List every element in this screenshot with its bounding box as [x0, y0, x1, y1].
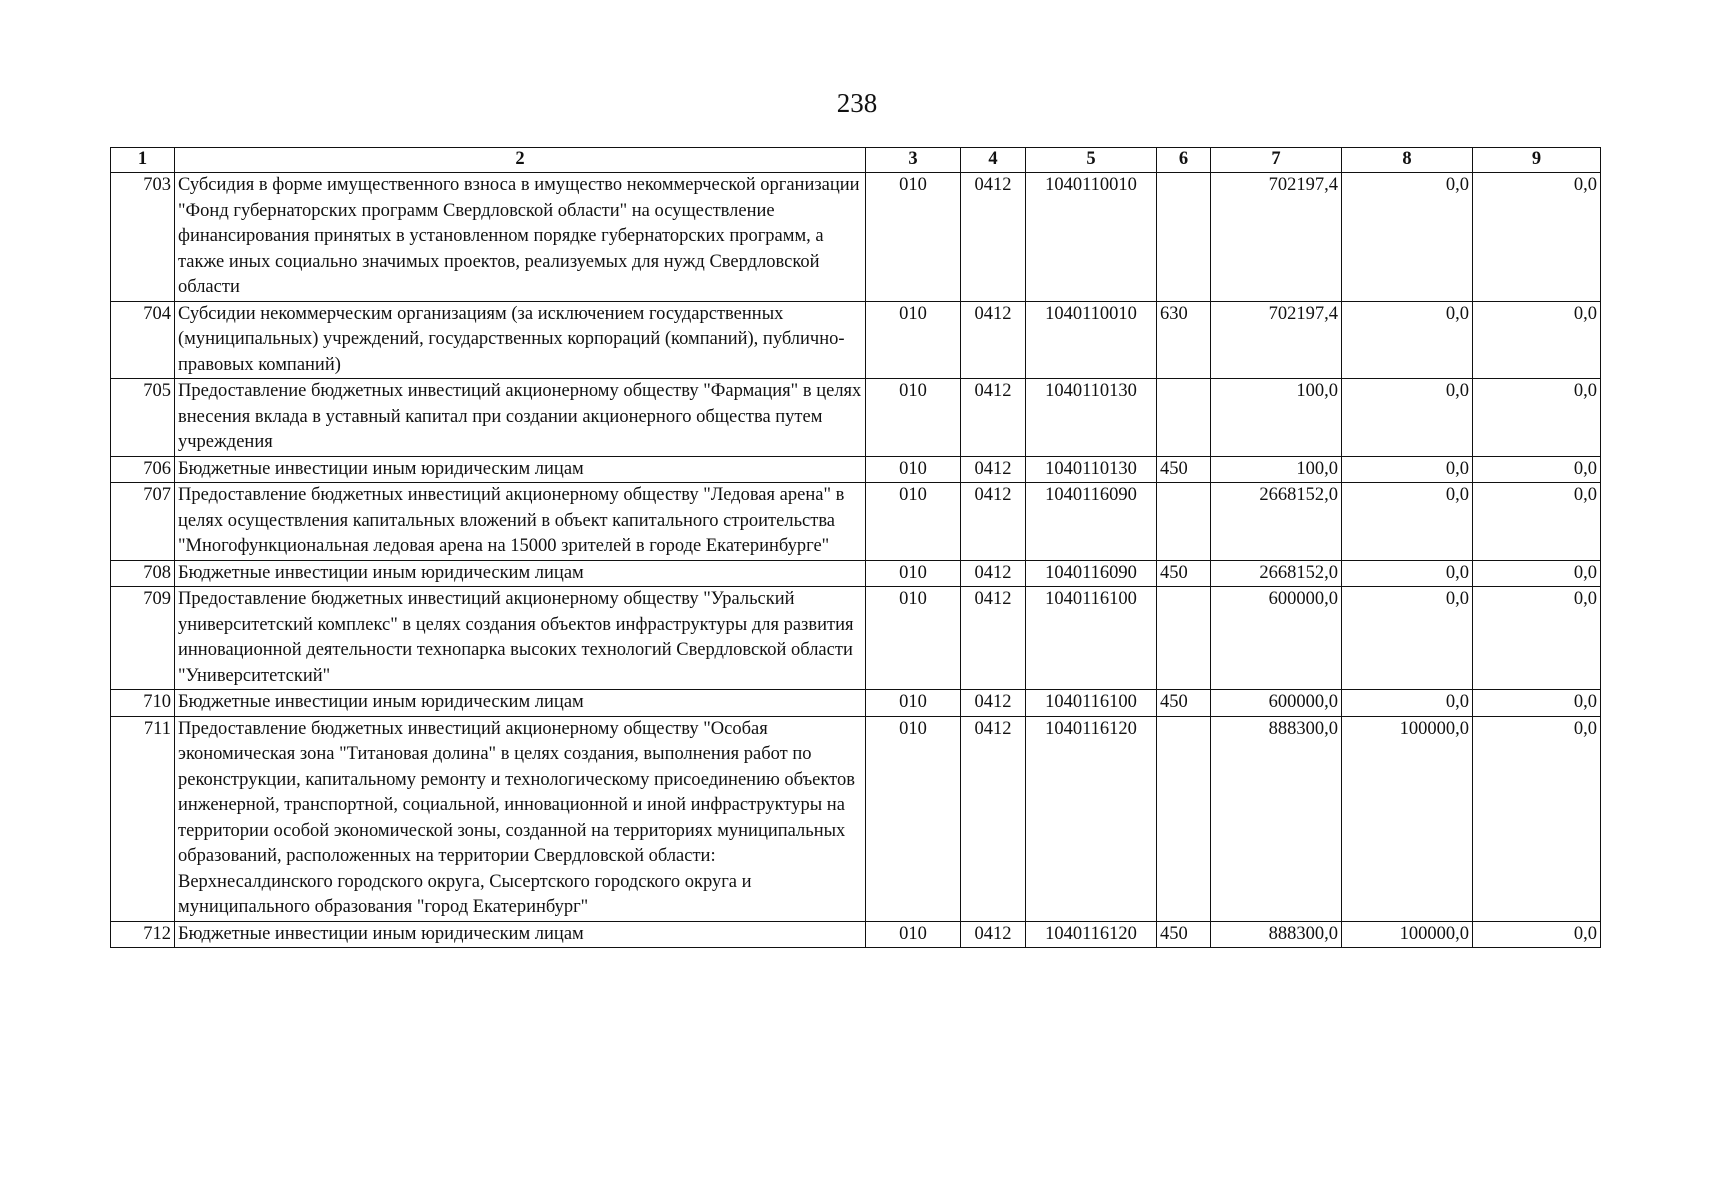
- header-cell-7: 7: [1211, 148, 1342, 173]
- section-code: 010: [866, 560, 961, 587]
- table-row: [111, 587, 1601, 690]
- amount-col-7: 600000,0: [1211, 690, 1342, 717]
- table-row: [111, 690, 1601, 717]
- table-row: [111, 456, 1601, 483]
- row-description: Предоставление бюджетных инвестиций акционерному обществу "Ледовая арена" в целях осуществления капитальных вложений в объект капитального строительства "Многофункциональная ледовая арена на 15000 зрителей в городе Екатеринбурге": [175, 483, 866, 561]
- header-cell-3: 3: [866, 148, 961, 173]
- target-article-code: 1040110130: [1026, 379, 1157, 457]
- amount-col-9: 0,0: [1473, 379, 1601, 457]
- section-code: 010: [866, 587, 961, 690]
- amount-col-7: 888300,0: [1211, 921, 1342, 948]
- target-article-code: 1040116120: [1026, 716, 1157, 921]
- header-cell-1: 1: [111, 148, 175, 173]
- header-cell-6: 6: [1157, 148, 1211, 173]
- row-number: 711: [111, 716, 175, 921]
- expense-type-code: [1157, 716, 1211, 921]
- row-number: 710: [111, 690, 175, 717]
- amount-col-9: 0,0: [1473, 483, 1601, 561]
- header-row: [111, 148, 1601, 173]
- row-number: 707: [111, 483, 175, 561]
- row-number: 703: [111, 173, 175, 302]
- row-number: 704: [111, 301, 175, 379]
- subsection-code: 0412: [961, 483, 1026, 561]
- header-cell-9: 9: [1473, 148, 1601, 173]
- row-number: 706: [111, 456, 175, 483]
- amount-col-8: 0,0: [1342, 301, 1473, 379]
- row-description: Субсидии некоммерческим организациям (за исключением государственных (муниципальных) учреждений, государственных корпораций (компаний), публично-правовых компаний): [175, 301, 866, 379]
- section-code: 010: [866, 921, 961, 948]
- subsection-code: 0412: [961, 560, 1026, 587]
- table-row: [111, 716, 1601, 921]
- target-article-code: 1040110010: [1026, 173, 1157, 302]
- section-code: 010: [866, 173, 961, 302]
- expense-type-code: 450: [1157, 456, 1211, 483]
- table-row: [111, 483, 1601, 561]
- row-description: Субсидия в форме имущественного взноса в имущество некоммерческой организации "Фонд губернаторских программ Свердловской области" на осуществление финансирования принятых в установленном порядке губернаторских программ, а также иных социально значимых проектов, реализуемых для нужд Свердловской области: [175, 173, 866, 302]
- section-code: 010: [866, 690, 961, 717]
- table-row: [111, 301, 1601, 379]
- header-cell-5: 5: [1026, 148, 1157, 173]
- amount-col-8: 0,0: [1342, 483, 1473, 561]
- amount-col-8: 0,0: [1342, 173, 1473, 302]
- expense-type-code: 630: [1157, 301, 1211, 379]
- target-article-code: 1040116100: [1026, 690, 1157, 717]
- expense-type-code: [1157, 379, 1211, 457]
- table-row: [111, 560, 1601, 587]
- subsection-code: 0412: [961, 301, 1026, 379]
- subsection-code: 0412: [961, 690, 1026, 717]
- amount-col-8: 100000,0: [1342, 921, 1473, 948]
- subsection-code: 0412: [961, 379, 1026, 457]
- header-cell-8: 8: [1342, 148, 1473, 173]
- table-row: [111, 379, 1601, 457]
- expense-type-code: 450: [1157, 560, 1211, 587]
- subsection-code: 0412: [961, 716, 1026, 921]
- amount-col-7: 600000,0: [1211, 587, 1342, 690]
- amount-col-9: 0,0: [1473, 716, 1601, 921]
- target-article-code: 1040116090: [1026, 483, 1157, 561]
- section-code: 010: [866, 716, 961, 921]
- amount-col-9: 0,0: [1473, 173, 1601, 302]
- budget-table: [110, 147, 1601, 948]
- amount-col-9: 0,0: [1473, 921, 1601, 948]
- section-code: 010: [866, 301, 961, 379]
- expense-type-code: [1157, 587, 1211, 690]
- target-article-code: 1040110010: [1026, 301, 1157, 379]
- header-cell-2: 2: [175, 148, 866, 173]
- amount-col-8: 0,0: [1342, 379, 1473, 457]
- expense-type-code: 450: [1157, 690, 1211, 717]
- section-code: 010: [866, 379, 961, 457]
- amount-col-7: 100,0: [1211, 456, 1342, 483]
- row-description: Предоставление бюджетных инвестиций акционерному обществу "Уральский университетский комплекс" в целях создания объектов инфраструктуры для развития инновационной деятельности технопарка высоких технологий Свердловской области "Университетский": [175, 587, 866, 690]
- amount-col-7: 888300,0: [1211, 716, 1342, 921]
- amount-col-7: 2668152,0: [1211, 560, 1342, 587]
- row-description: Бюджетные инвестиции иным юридическим лицам: [175, 560, 866, 587]
- amount-col-9: 0,0: [1473, 301, 1601, 379]
- subsection-code: 0412: [961, 173, 1026, 302]
- amount-col-7: 100,0: [1211, 379, 1342, 457]
- row-description: Бюджетные инвестиции иным юридическим лицам: [175, 921, 866, 948]
- page-number: 238: [836, 88, 878, 118]
- row-number: 708: [111, 560, 175, 587]
- amount-col-7: 2668152,0: [1211, 483, 1342, 561]
- target-article-code: 1040116090: [1026, 560, 1157, 587]
- row-number: 712: [111, 921, 175, 948]
- row-description: Предоставление бюджетных инвестиций акционерному обществу "Фармация" в целях внесения вклада в уставный капитал при создании акционерного общества путем учреждения: [175, 379, 866, 457]
- row-number: 705: [111, 379, 175, 457]
- amount-col-7: 702197,4: [1211, 301, 1342, 379]
- section-code: 010: [866, 456, 961, 483]
- row-number: 709: [111, 587, 175, 690]
- subsection-code: 0412: [961, 587, 1026, 690]
- header-cell-4: 4: [961, 148, 1026, 173]
- target-article-code: 1040116120: [1026, 921, 1157, 948]
- amount-col-8: 0,0: [1342, 690, 1473, 717]
- amount-col-9: 0,0: [1473, 456, 1601, 483]
- target-article-code: 1040116100: [1026, 587, 1157, 690]
- expense-type-code: 450: [1157, 921, 1211, 948]
- row-description: Предоставление бюджетных инвестиций акционерному обществу "Особая экономическая зона "Титановая долина" в целях создания, выполнения работ по реконструкции, капитальному ремонту и технологическому присоединению объектов инженерной, транспортной, социальной, инновационной и иной инфраструктуры на территории особой экономической зоны, созданной на территориях муниципальных образований, расположенных на территории Свердловской области: Верхнесалдинского городского округа, Сысертского городского округа и муниципального образования "город Екатеринбург": [175, 716, 866, 921]
- row-description: Бюджетные инвестиции иным юридическим лицам: [175, 456, 866, 483]
- table-row: [111, 921, 1601, 948]
- target-article-code: 1040110130: [1026, 456, 1157, 483]
- row-description: Бюджетные инвестиции иным юридическим лицам: [175, 690, 866, 717]
- section-code: 010: [866, 483, 961, 561]
- amount-col-8: 0,0: [1342, 587, 1473, 690]
- expense-type-code: [1157, 483, 1211, 561]
- subsection-code: 0412: [961, 456, 1026, 483]
- amount-col-9: 0,0: [1473, 690, 1601, 717]
- amount-col-8: 100000,0: [1342, 716, 1473, 921]
- amount-col-7: 702197,4: [1211, 173, 1342, 302]
- amount-col-9: 0,0: [1473, 587, 1601, 690]
- amount-col-9: 0,0: [1473, 560, 1601, 587]
- expense-type-code: [1157, 173, 1211, 302]
- amount-col-8: 0,0: [1342, 560, 1473, 587]
- table-row: [111, 173, 1601, 302]
- amount-col-8: 0,0: [1342, 456, 1473, 483]
- subsection-code: 0412: [961, 921, 1026, 948]
